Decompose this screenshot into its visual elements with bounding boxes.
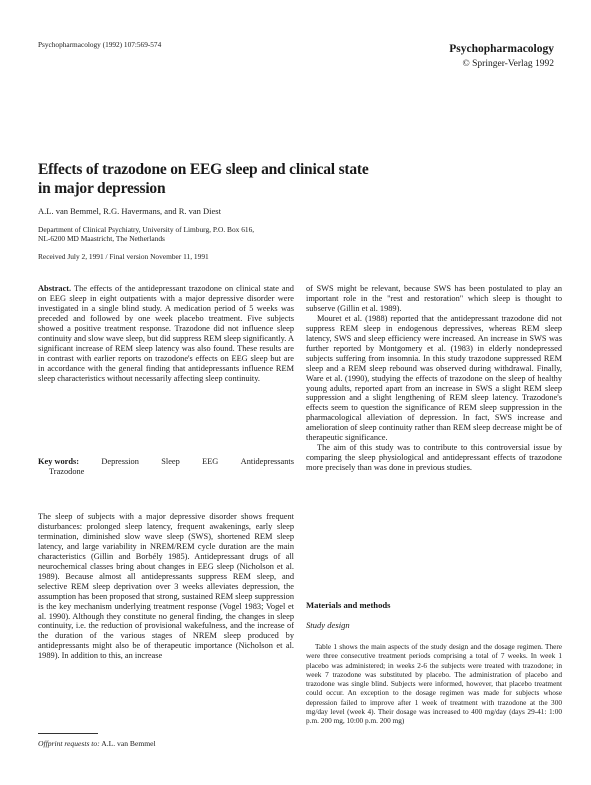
abstract-text: The effects of the antidepressant trazodone on clinical state and on EEG sleep in eight outpatients with a major depressive disorder were investigated in a single blind study. A medication period of 5 weeks was preceded and followed by one week placebo treatment. Five subjects showed a positive treatment response. Trazodone did not influence sleep continuity and slow wave sleep, but did suppress REM sleep significantly. A significant increase of REM sleep latency was also found. These results are in contrast with earlier reports on trazodone's effects on EEG sleep but are in accordance with the general finding that antidepressants influence REM sleep characteristics without necessarily affecting sleep continuity. <box>38 284 294 383</box>
copyright-notice: © Springer-Verlag 1992 <box>462 59 554 69</box>
affiliation-line-2: NL-6200 MD Maastricht, The Netherlands <box>38 234 165 244</box>
abstract <box>38 284 294 384</box>
keywords <box>38 457 294 477</box>
subsection-heading: Study design <box>306 620 350 630</box>
footnote <box>38 739 294 748</box>
footnote-rule <box>38 733 98 734</box>
section-heading: Materials and methods <box>306 600 391 610</box>
paragraph-continued: of SWS might be relevant, because SWS has been postulated to play an important role in the "rest and restoration" which sleep is thought to subserve (Gillin et al. 1989). <box>306 284 562 313</box>
keyword-term: Antidepressants <box>240 457 294 466</box>
journal-name: Psychopharmacology <box>449 43 554 55</box>
affiliation-line-1: Department of Clinical Psychiatry, University of Limburg, P.O. Box 616, <box>38 225 255 234</box>
article-title <box>38 160 558 198</box>
journal-citation: Psychopharmacology (1992) 107:569-574 <box>38 40 162 49</box>
right-column <box>306 284 562 473</box>
paragraph-background: Mouret et al. (1988) reported that the antidepressant trazodone did not suppress REM sleep in endogenous depressives, whereas REM sleep latency, SWS and sleep efficiency were increased. An increase in SWS was further reported by Montgomery et al. (1983) in elderly nondepressed subjects suffering from insomnia. In this study trazodone suppressed REM sleep and a REM sleep rebound was observed during withdrawal. Finally, Ware et al. (1990), studying the effects of trazodone on the sleep of healthy young adults, reported apart from an increase in SWS a slight REM sleep suppression and a slight lengthening of REM sleep latency. Trazodone's effects seem to question the significance of REM sleep suppression in the pharmacological alleviation of depression. In fact, SWS increase and amelioration of sleep continuity rather than REM sleep decrease might be of therapeutic significance. <box>306 313 562 443</box>
keyword-term: Trazodone <box>49 466 85 476</box>
keyword-term: Depression <box>101 457 139 466</box>
keywords-line <box>38 457 294 467</box>
footnote-name: A.L. van Bemmel <box>101 739 156 748</box>
abstract-label: Abstract. <box>38 284 72 293</box>
footnote-label: Offprint requests to: <box>38 739 100 748</box>
study-design-text <box>306 642 562 726</box>
study-design-paragraph: Table 1 shows the main aspects of the study design and the dosage regimen. There were three consecutive treatment periods comprising a total of 7 weeks. In week 1 placebo was administered; in weeks 2-6 the subjects were treated with trazodone; in week 7 trazodone was substituted by placebo. The administration of placebo and trazodone was single blind. Subjects were informed, however, that placebo treatment could occur. An exception to the dosage regimen was made for subjects whose depression failed to improve after 1 week of treatment with trazodone at the 300 mg/day level (week 4). Their dosage was increased to 400 mg/day (days 29-41: 1:00 p.m. 200 mg, 10:00 p.m. 200 mg) <box>306 642 562 726</box>
keyword-term: Sleep <box>161 457 180 466</box>
affiliation <box>38 225 438 243</box>
received-dates: Received July 2, 1991 / Final version November 11, 1991 <box>38 252 209 261</box>
intro-text: The sleep of subjects with a major depressive disorder shows frequent disturbances: prolonged sleep latency, frequent awakenings, early sleep termination, diminished slow wave sleep (SWS), shortened REM sleep latency, and large variability in NREM/REM cycle duration are the main characteristics (Gillin and Borbély 1985). Antidepressant drugs of all neurochemical classes bring about changes in EEG sleep (Nicholson et al. 1989). Because almost all antidepressants suppress REM sleep, and selective REM sleep deprivation over 3 weeks alleviates depression, the assumption has been proposed that strong, sustained REM sleep suppression is the key mechanism underlying treatment response (Vogel 1983; Vogel et al. 1990). Although they constitute no general finding, the changes in sleep continuity, i.e. the reduction of provisional wakefulness, and the increase of the duration of the various stages of NREM sleep produced by antidepressants might also be of therapeutic importance (Nicholson et al. 1989). In addition to this, an increase <box>38 512 294 661</box>
paragraph-aim: The aim of this study was to contribute to this controversial issue by comparing the sleep physiological and antidepressant effects of trazodone more precisely than was done in previous studies. <box>306 443 562 473</box>
authors: A.L. van Bemmel, R.G. Havermans, and R. van Diest <box>38 206 221 216</box>
title-line-1: Effects of trazodone on EEG sleep and clinical state <box>38 161 369 178</box>
intro-paragraph <box>38 512 294 661</box>
keywords-label: Key words: <box>38 457 80 466</box>
keyword-term: EEG <box>202 457 219 466</box>
title-line-2: in major depression <box>38 180 166 197</box>
